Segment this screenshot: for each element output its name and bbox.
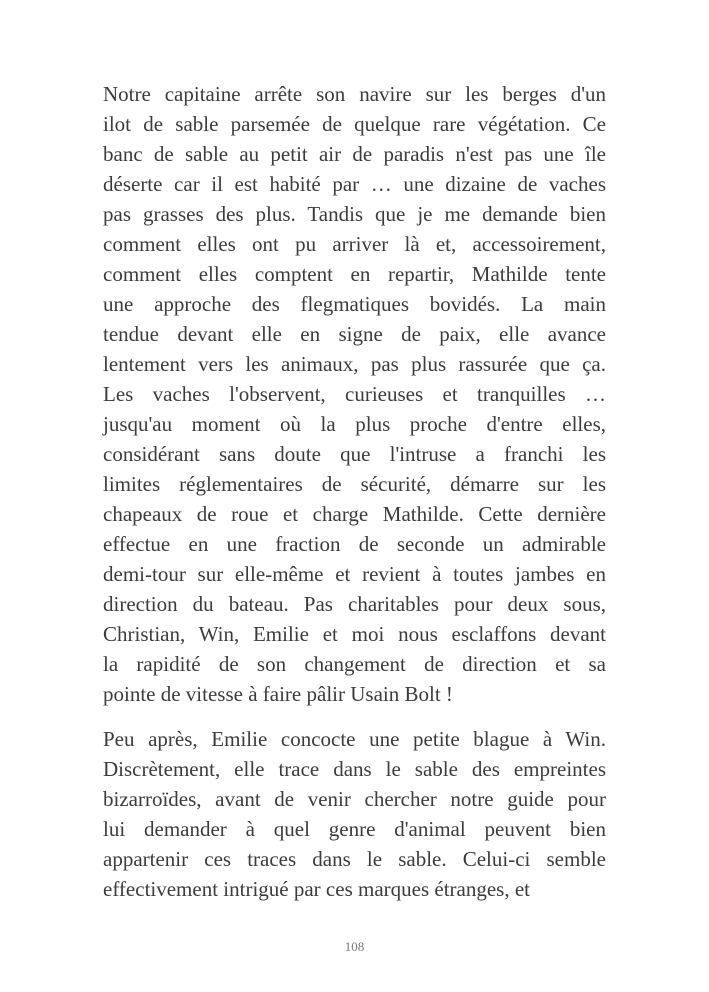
text-line: effectue en une fraction de seconde un admirable: [103, 532, 606, 556]
text-line: lui demander à quel genre d'animal peuvent bien: [103, 817, 606, 841]
text-line: la rapidité de son changement de direction et sa: [103, 652, 606, 676]
text-block: [103, 79, 606, 919]
text-line: lentement vers les animaux, pas plus rassurée que ça.: [103, 352, 606, 376]
text-line: jusqu'au moment où la plus proche d'entre elles,: [103, 412, 606, 436]
text-line: demi-tour sur elle-même et revient à toutes jambes en: [103, 562, 606, 586]
text-line: ilot de sable parsemée de quelque rare végétation. Ce: [103, 112, 606, 136]
text-line: limites réglementaires de sécurité, démarre sur les: [103, 472, 606, 496]
text-line: Christian, Win, Emilie et moi nous esclaffons devant: [103, 622, 606, 646]
text-line: appartenir ces traces dans le sable. Celui-ci semble: [103, 847, 606, 871]
text-line: une approche des flegmatiques bovidés. La main: [103, 292, 606, 316]
text-line: comment elles comptent en repartir, Mathilde tente: [103, 262, 606, 286]
text-line: pas grasses des plus. Tandis que je me demande bien: [103, 202, 606, 226]
text-line: banc de sable au petit air de paradis n'est pas une île: [103, 142, 606, 166]
text-line: comment elles ont pu arriver là et, accessoirement,: [103, 232, 606, 256]
text-line: effectivement intrigué par ces marques étranges, et: [103, 877, 531, 901]
text-line: Notre capitaine arrête son navire sur les berges d'un: [103, 82, 606, 106]
text-line: considérant sans doute que l'intruse a franchi les: [103, 442, 606, 466]
text-line: tendue devant elle en signe de paix, elle avance: [103, 322, 606, 346]
paragraph: [103, 79, 606, 709]
page-number: 108: [344, 939, 365, 954]
text-line: chapeaux de roue et charge Mathilde. Cette dernière: [103, 502, 606, 526]
text-line: Discrètement, elle trace dans le sable des empreintes: [103, 757, 606, 781]
paragraph: [103, 724, 606, 904]
text-line: direction du bateau. Pas charitables pour deux sous,: [103, 592, 606, 616]
text-line: pointe de vitesse à faire pâlir Usain Bolt !: [103, 682, 453, 706]
text-line: bizarroïdes, avant de venir chercher notre guide pour: [103, 787, 606, 811]
text-line: déserte car il est habité par … une dizaine de vaches: [103, 172, 606, 196]
text-line: Les vaches l'observent, curieuses et tranquilles …: [103, 382, 606, 406]
text-line: Peu après, Emilie concocte une petite blague à Win.: [103, 727, 606, 751]
